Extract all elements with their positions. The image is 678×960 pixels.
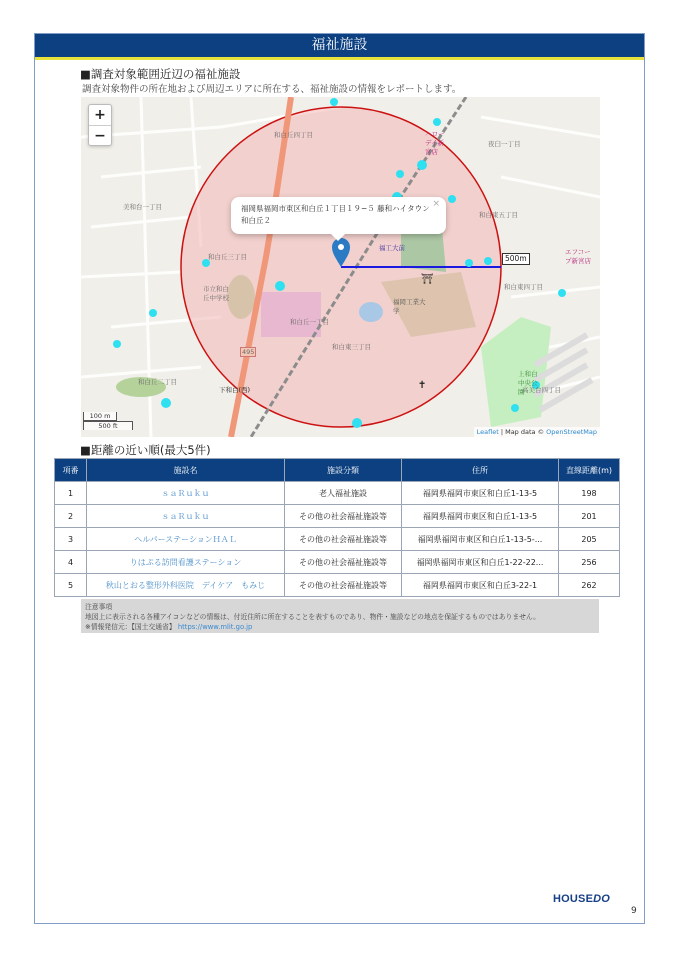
cell-category: その他の社会福祉施設等 [285, 528, 402, 551]
map-label: 495 [242, 348, 255, 356]
cell-address: 福岡県福岡市東区和白丘1-13-5 [402, 482, 559, 505]
facility-dot[interactable] [330, 98, 338, 106]
map-label: 下和白(西) [219, 386, 251, 394]
facility-dot[interactable] [113, 340, 121, 348]
pond [359, 302, 383, 322]
cell-category: その他の社会福祉施設等 [285, 551, 402, 574]
map-label: 和白東五丁目 [479, 211, 518, 219]
map-view[interactable] [81, 97, 600, 437]
table-row [55, 482, 620, 505]
facility-dot[interactable] [433, 118, 441, 126]
source-label: ※情報発信元：【国土交通省】 [85, 623, 176, 631]
address-popup [231, 197, 446, 234]
map-label: 市立和白丘中学校 [203, 285, 229, 302]
map-label: 夜臼一丁目 [488, 140, 521, 148]
facility-dot[interactable] [396, 170, 404, 178]
section-heading-welfare: ■調査対象範囲近辺の福祉施設 [80, 67, 241, 81]
table-row [55, 505, 620, 528]
map-label: 福工大前 [379, 244, 405, 252]
table-row [55, 551, 620, 574]
facility-dot[interactable] [558, 289, 566, 297]
map-label: 和白東四丁目 [504, 283, 543, 291]
column-header-address: 住所 [402, 459, 559, 482]
report-page [34, 33, 645, 924]
column-header-category: 施設分類 [285, 459, 402, 482]
map-label: 和白東三丁目 [332, 343, 371, 351]
facility-dot[interactable] [352, 418, 362, 428]
cell-facility-name[interactable]: ｓａＲｕｋｕ [87, 482, 285, 505]
cell-facility-name[interactable]: ｓａＲｕｋｕ [87, 505, 285, 528]
map-label: エフコープ新宮店 [565, 248, 591, 265]
notes-body: 地図上に表示される各種アイコンなどの情報は、付近住所に所在することを表すものであり、物件・施設などの地点を保証するものではありません。 [85, 613, 540, 621]
church-icon: ✝ [418, 380, 427, 391]
logo-do: DO [593, 893, 611, 905]
facility-dot[interactable] [465, 259, 473, 267]
map-label: 和白丘二丁目 [138, 378, 177, 386]
cell-no: 1 [55, 482, 87, 505]
cell-address: 福岡県福岡市東区和白丘3-22-1 [402, 574, 559, 597]
scale-imperial: 500 ft [83, 421, 133, 430]
facility-dot[interactable] [511, 404, 519, 412]
cell-category: その他の社会福祉施設等 [285, 574, 402, 597]
cell-no: 2 [55, 505, 87, 528]
cell-address: 福岡県福岡市東区和白丘1-22-22... [402, 551, 559, 574]
cell-distance: 198 [559, 482, 620, 505]
section-description: 調査対象物件の所在地および周辺エリアに所在する、福祉施設の情報をレポートします。 [82, 84, 462, 95]
cell-distance: 205 [559, 528, 620, 551]
map-label: 和白丘四丁目 [274, 131, 313, 139]
map-label: 上和白中央公園 [518, 370, 538, 396]
cell-facility-name[interactable]: りはぷる訪問看護ステーション [87, 551, 285, 574]
cell-category: 老人福祉施設 [285, 482, 402, 505]
zoom-in-button[interactable]: + [94, 107, 106, 123]
map-label: 美和台一丁目 [123, 203, 162, 211]
notes-box [81, 599, 599, 633]
shrine-icon: ⛩ [421, 274, 434, 285]
section-heading-nearest: ■距離の近い順(最大5件) [80, 443, 211, 457]
landuse-area [261, 292, 321, 337]
map-label: 和白丘三丁目 [208, 253, 247, 261]
facilities-table [54, 458, 620, 597]
column-header-distance: 直線距離(m) [559, 459, 620, 482]
column-header-no: 項番 [55, 459, 87, 482]
cell-facility-name[interactable]: 秋山とおる整形外科医院 デイケア もみじ [87, 574, 285, 597]
leaflet-link[interactable]: Leaflet [476, 428, 499, 436]
openstreetmap-link[interactable]: OpenStreetMap [546, 428, 597, 436]
facility-dot[interactable] [448, 195, 456, 203]
cell-address: 福岡県福岡市東区和白丘1-13-5-... [402, 528, 559, 551]
facility-dot[interactable] [161, 398, 171, 408]
map-label: 福岡工業大学 [393, 298, 426, 315]
page-number: 9 [631, 906, 637, 916]
cell-no: 5 [55, 574, 87, 597]
cell-distance: 256 [559, 551, 620, 574]
cell-no: 3 [55, 528, 87, 551]
notes-title: 注意事項 [85, 603, 113, 611]
cell-category: その他の社会福祉施設等 [285, 505, 402, 528]
cell-distance: 262 [559, 574, 620, 597]
column-header-name: 施設名 [87, 459, 285, 482]
table-header-row [55, 459, 620, 482]
close-icon[interactable]: × [432, 199, 440, 209]
notes-source [85, 622, 595, 632]
source-link[interactable]: https://www.mlit.go.jp [177, 623, 253, 631]
cell-no: 4 [55, 551, 87, 574]
map-label: 高美台四丁目 [522, 386, 561, 394]
table-row [55, 574, 620, 597]
facility-dot[interactable] [417, 160, 427, 170]
facility-dot[interactable] [484, 257, 492, 265]
radius-label: 500m [502, 253, 530, 265]
zoom-control [88, 104, 112, 146]
map-label: ハローデイ新宮店 [425, 130, 445, 156]
popup-address-line1: 福岡県福岡市東区和白丘１丁目１９−５ 藤和ハイタウン [241, 204, 430, 213]
cell-distance: 201 [559, 505, 620, 528]
zoom-out-button[interactable]: − [89, 125, 111, 146]
map-scale-bar [83, 412, 131, 430]
facility-dot[interactable] [275, 281, 285, 291]
facility-dot[interactable] [149, 309, 157, 317]
housedo-logo [553, 893, 610, 905]
cell-address: 福岡県福岡市東区和白丘1-13-5 [402, 505, 559, 528]
table-row [55, 528, 620, 551]
map-attribution [474, 427, 600, 437]
logo-house: HOUSE [553, 893, 594, 905]
page-title: 福祉施設 [35, 34, 644, 60]
scale-metric: 100 m [83, 412, 117, 421]
map-label: 和白丘一丁目 [290, 318, 329, 326]
popup-address-line2: 和白丘２ [241, 216, 271, 225]
cell-facility-name[interactable]: ヘルパーステーションＨＡＬ [87, 528, 285, 551]
attribution-text: | Map data © [498, 428, 547, 436]
